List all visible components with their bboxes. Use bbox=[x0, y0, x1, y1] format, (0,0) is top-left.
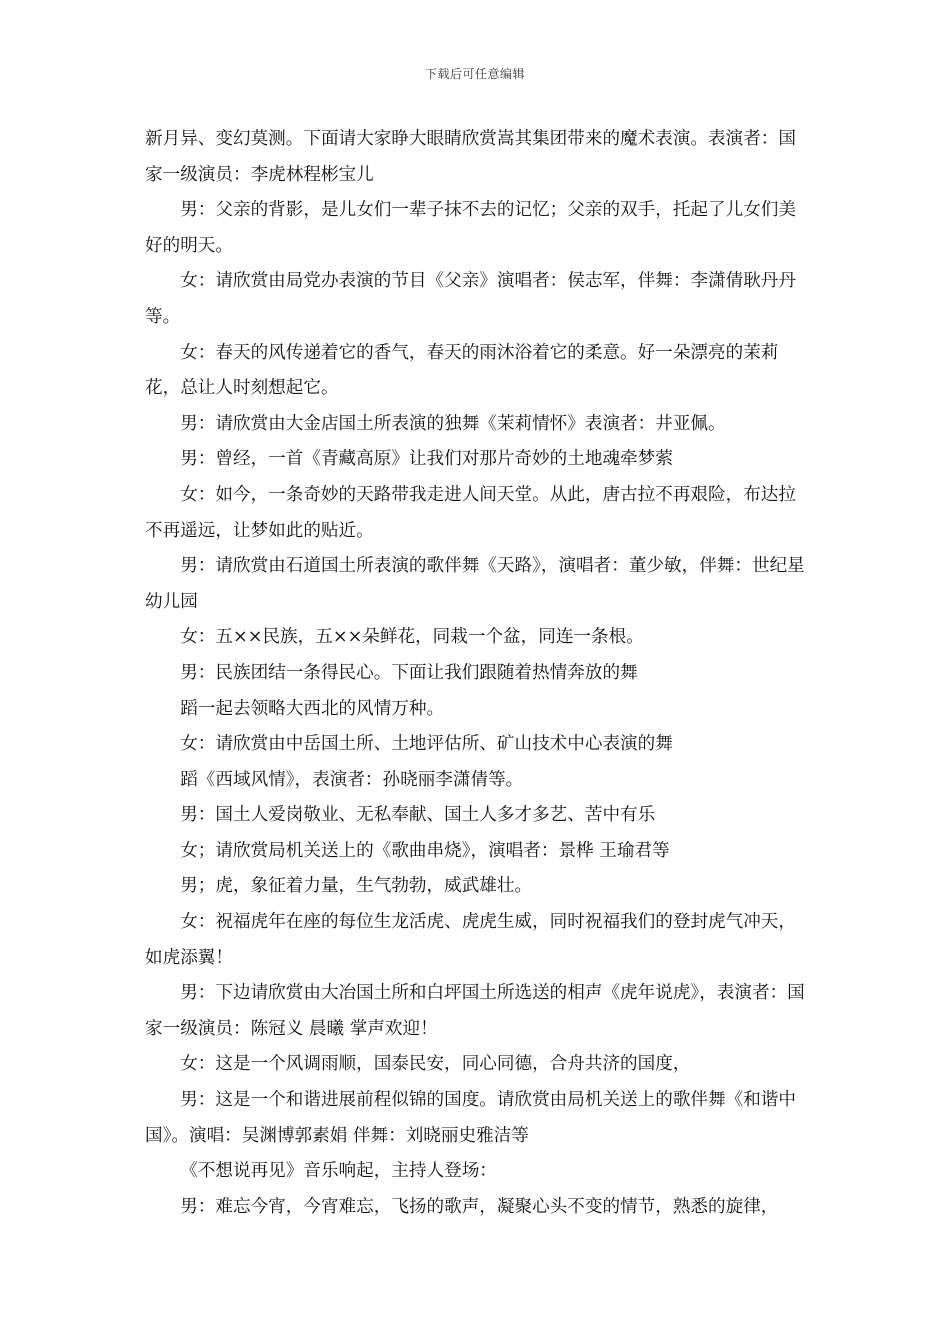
paragraph: 女：请欣赏由局党办表演的节目《父亲》演唱者：侯志军，伴舞：李潇倩耿丹丹等。 bbox=[145, 271, 796, 327]
paragraph: 男：请欣赏由石道国土所表演的歌伴舞《天路》，演唱者：董少敏，伴舞：世纪星幼儿园 bbox=[145, 556, 805, 612]
paragraph: 男：国土人爱岗敬业、无私奉献、国土人多才多艺、苦中有乐 bbox=[180, 805, 656, 826]
paragraph: 男：请欣赏由大金店国土所表演的独舞《茉莉情怀》表演者：井亚佩。 bbox=[180, 413, 726, 434]
paragraph: 女：五××民族，五××朵鲜花，同栽一个盆，同连一条根。 bbox=[180, 627, 644, 648]
paragraph: 女：这是一个风调雨顺，国泰民安，同心同德，合舟共济的国度， bbox=[180, 1054, 691, 1075]
paragraph: 蹈一起去领略大西北的风情万种。 bbox=[180, 698, 445, 719]
paragraph: 男；虎，象征着力量，生气勃勃，威武雄壮。 bbox=[180, 876, 533, 897]
paragraph: 女：春天的风传递着它的香气，春天的雨沐浴着它的柔意。好一朵漂亮的茉莉花，总让人时刻想起它。 bbox=[145, 342, 779, 399]
paragraph: 男：民族团结一条得民心。下面让我们跟随着热情奔放的舞 bbox=[180, 662, 638, 683]
paragraph: 女：如今，一条奇妙的天路带我走进人间天堂。从此，唐古拉不再艰险，布达拉不再遥远，让梦如此的贴近。 bbox=[145, 484, 796, 541]
paragraph: 女：祝福虎年在座的每位生龙活虎、虎虎生威，同时祝福我们的登封虎气冲天，如虎添翼！ bbox=[145, 912, 796, 968]
document-body bbox=[145, 122, 805, 1225]
page-header: 下载后可任意编辑 bbox=[424, 67, 525, 81]
paragraph: 蹈《西域风情》，表演者：孙晓丽李潇倩等。 bbox=[180, 769, 524, 790]
paragraph: 男：父亲的背影，是儿女们一辈子抹不去的记忆；父亲的双手，托起了儿女们美好的明天。 bbox=[145, 200, 796, 256]
paragraph: 新月异、变幻莫测。下面请大家睁大眼睛欣赏嵩其集团带来的魔术表演。表演者：国家一级演员：李虎林程彬宝儿 bbox=[145, 129, 796, 185]
paragraph: 男：曾经，一首《青藏高原》让我们对那片奇妙的土地魂牵梦萦 bbox=[180, 449, 673, 470]
paragraph: 男：难忘今宵，今宵难忘，飞扬的歌声，凝聚心头不变的情节，熟悉的旋律， bbox=[180, 1196, 779, 1217]
paragraph: 男：下边请欣赏由大冶国土所和白坪国土所选送的相声《虎年说虎》，表演者：国家一级演员：陈冠义 晨曦 掌声欢迎！ bbox=[145, 983, 805, 1039]
paragraph: 女；请欣赏局机关送上的《歌曲串烧》，演唱者：景桦 王瑜君等 bbox=[180, 840, 670, 861]
paragraph: 男：这是一个和谐进展前程似锦的国度。请欣赏由局机关送上的歌伴舞《和谐中国》。演唱：吴渊博郭素娟 伴舞：刘晓丽史雅洁等 bbox=[145, 1090, 796, 1146]
paragraph: 女：请欣赏由中岳国土所、土地评估所、矿山技术中心表演的舞 bbox=[180, 734, 673, 755]
paragraph: 《不想说再见》音乐响起，主持人登场： bbox=[180, 1161, 497, 1182]
